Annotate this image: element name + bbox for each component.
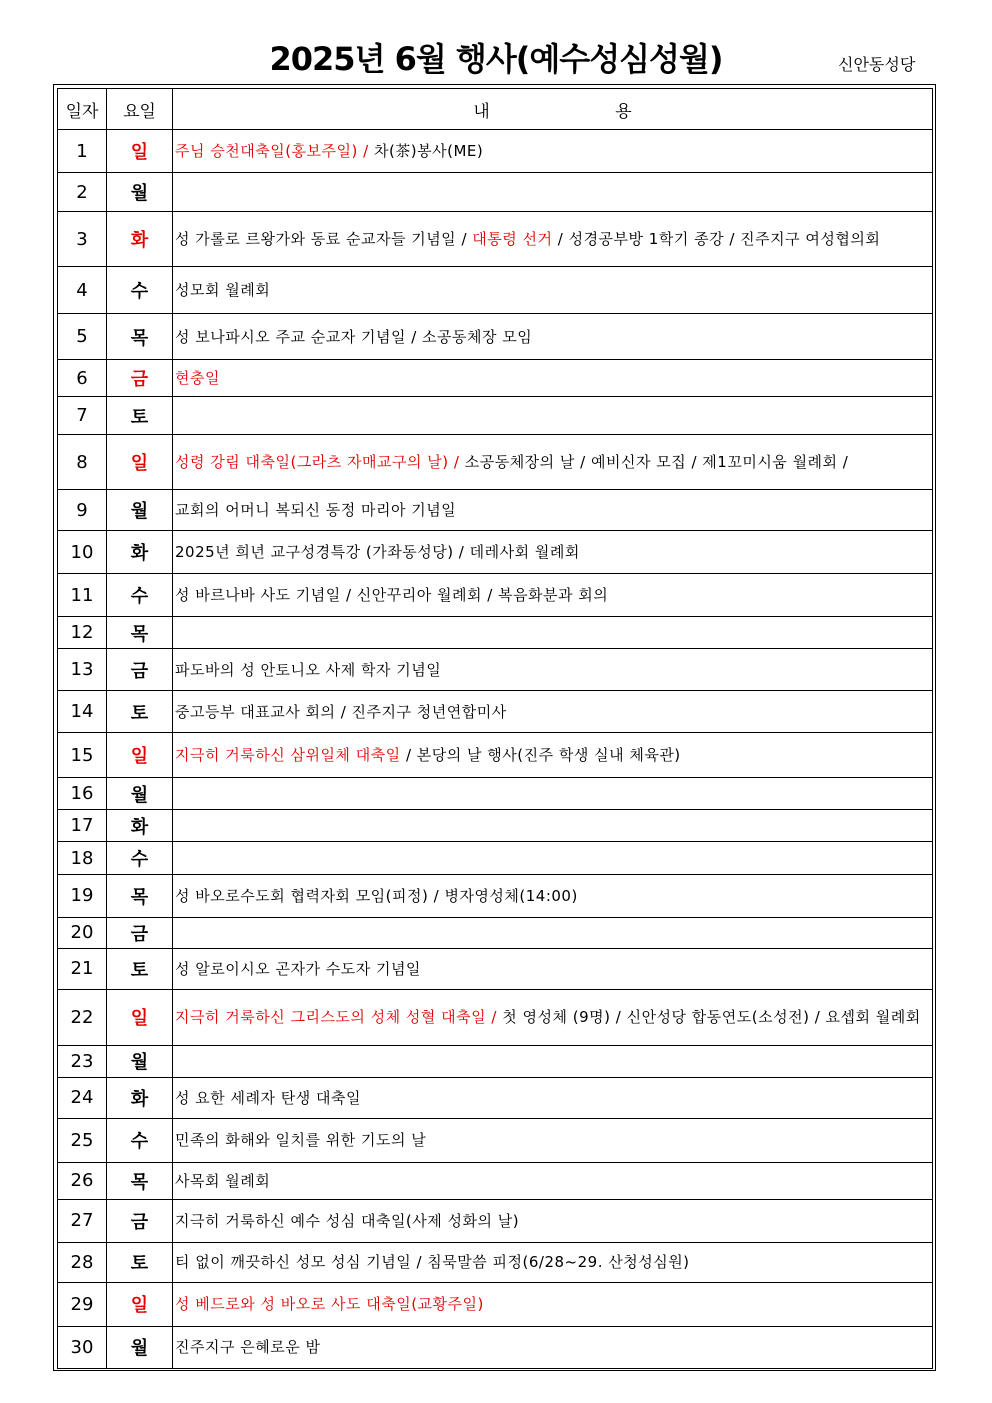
day-number: 3 — [58, 212, 107, 267]
day-number: 9 — [58, 490, 107, 531]
event-content — [173, 810, 933, 842]
event-content — [173, 875, 933, 917]
table-row — [58, 810, 933, 842]
event-content — [173, 173, 933, 212]
event-text: 민족의 화해와 일치를 위한 기도의 날 — [175, 1131, 427, 1150]
table-row — [58, 733, 933, 778]
table-row — [58, 691, 933, 733]
table-row — [58, 360, 933, 397]
weekday: 일 — [107, 1282, 173, 1326]
weekday: 금 — [107, 1199, 173, 1242]
weekday: 금 — [107, 360, 173, 397]
day-number: 26 — [58, 1162, 107, 1199]
header-content — [173, 89, 933, 130]
weekday: 목 — [107, 314, 173, 360]
highlighted-event: 주님 승천대축일(홍보주일) / — [175, 142, 374, 161]
weekday: 일 — [107, 435, 173, 490]
event-content — [173, 531, 933, 574]
day-number: 19 — [58, 875, 107, 917]
table-row — [58, 267, 933, 314]
weekday: 수 — [107, 267, 173, 314]
event-content — [173, 212, 933, 267]
table-row — [58, 1242, 933, 1282]
table-row — [58, 649, 933, 691]
day-number: 7 — [58, 397, 107, 435]
weekday: 월 — [107, 1326, 173, 1368]
table-row — [58, 1162, 933, 1199]
day-number: 27 — [58, 1199, 107, 1242]
event-text: 진주지구 은혜로운 밤 — [175, 1338, 321, 1357]
table-row — [58, 842, 933, 875]
event-text: 2025년 희년 교구성경특강 (가좌동성당) / 데레사회 월례회 — [175, 543, 580, 562]
event-text: 티 없이 깨끗하신 성모 성심 기념일 / 침묵말씀 피정(6/28~29. 산청성심원) — [175, 1253, 690, 1272]
event-content — [173, 617, 933, 649]
table-row — [58, 173, 933, 212]
header-day: 일자 — [58, 89, 107, 130]
table-row — [58, 531, 933, 574]
event-text: 지극히 거룩하신 예수 성심 대축일(사제 성화의 날) — [175, 1211, 520, 1230]
day-number: 12 — [58, 617, 107, 649]
day-number: 20 — [58, 917, 107, 948]
event-text: / 성경공부방 1학기 종강 / 진주지구 여성협의회 — [552, 230, 881, 249]
weekday: 금 — [107, 649, 173, 691]
event-content — [173, 1077, 933, 1118]
day-number: 21 — [58, 948, 107, 989]
day-number: 16 — [58, 778, 107, 810]
weekday: 월 — [107, 173, 173, 212]
table-row — [58, 130, 933, 173]
day-number: 29 — [58, 1282, 107, 1326]
event-text: 소공동체장의 날 / 예비신자 모집 / 제1꼬미시움 월례회 / — [464, 453, 849, 472]
event-content — [173, 1118, 933, 1162]
event-text: 중고등부 대표교사 회의 / 진주지구 청년연합미사 — [175, 702, 507, 721]
weekday: 목 — [107, 875, 173, 917]
event-content — [173, 1162, 933, 1199]
event-content — [173, 649, 933, 691]
header-content-label: 내 용 — [473, 101, 692, 122]
table-row — [58, 1199, 933, 1242]
day-number: 18 — [58, 842, 107, 875]
event-content — [173, 314, 933, 360]
highlighted-event: 현충일 — [175, 369, 220, 388]
table-row — [58, 778, 933, 810]
day-number: 25 — [58, 1118, 107, 1162]
event-content — [173, 733, 933, 778]
weekday: 화 — [107, 1077, 173, 1118]
day-number: 30 — [58, 1326, 107, 1368]
weekday: 금 — [107, 917, 173, 948]
highlighted-event: 지극히 거룩하신 그리스도의 성체 성혈 대축일 / — [175, 1008, 503, 1027]
day-number: 8 — [58, 435, 107, 490]
table-row — [58, 917, 933, 948]
table-row — [58, 1118, 933, 1162]
event-content — [173, 574, 933, 617]
event-text: 성 바르나바 사도 기념일 / 신안꾸리아 월례회 / 복음화분과 회의 — [175, 586, 609, 605]
highlighted-event: 성 베드로와 성 바오로 사도 대축일(교황주일) — [175, 1295, 484, 1314]
day-number: 11 — [58, 574, 107, 617]
table-row — [58, 875, 933, 917]
event-text: 성 알로이시오 곤자가 수도자 기념일 — [175, 959, 421, 978]
weekday: 월 — [107, 1045, 173, 1077]
event-content — [173, 490, 933, 531]
event-text: 교회의 어머니 복되신 동정 마리아 기념일 — [175, 501, 457, 520]
weekday: 일 — [107, 989, 173, 1045]
table-row — [58, 435, 933, 490]
table-row — [58, 314, 933, 360]
table-row — [58, 617, 933, 649]
weekday: 목 — [107, 1162, 173, 1199]
day-number: 14 — [58, 691, 107, 733]
event-content — [173, 1199, 933, 1242]
weekday: 수 — [107, 574, 173, 617]
weekday: 월 — [107, 490, 173, 531]
weekday: 화 — [107, 531, 173, 574]
event-content — [173, 691, 933, 733]
event-content — [173, 1045, 933, 1077]
weekday: 토 — [107, 1242, 173, 1282]
table-row — [58, 490, 933, 531]
event-content — [173, 1242, 933, 1282]
event-text: 성 가롤로 르왕가와 동료 순교자들 기념일 / — [175, 230, 473, 249]
weekday: 토 — [107, 948, 173, 989]
day-number: 1 — [58, 130, 107, 173]
event-content — [173, 1282, 933, 1326]
day-number: 4 — [58, 267, 107, 314]
highlighted-event: 성령 강림 대축일(그라츠 자매교구의 날) / — [175, 453, 465, 472]
highlighted-event: 지극히 거룩하신 삼위일체 대축일 — [175, 746, 401, 765]
event-content — [173, 267, 933, 314]
schedule-table — [57, 88, 933, 1369]
table-row — [58, 1282, 933, 1326]
day-number: 10 — [58, 531, 107, 574]
day-number: 28 — [58, 1242, 107, 1282]
event-content — [173, 360, 933, 397]
event-content — [173, 989, 933, 1045]
weekday: 수 — [107, 1118, 173, 1162]
event-text: 파도바의 성 안토니오 사제 학자 기념일 — [175, 660, 442, 679]
table-row — [58, 1077, 933, 1118]
event-text: 성 보나파시오 주교 순교자 기념일 / 소공동체장 모임 — [175, 327, 533, 346]
event-text: / 본당의 날 행사(진주 학생 실내 체육관) — [400, 746, 681, 765]
day-number: 15 — [58, 733, 107, 778]
weekday: 목 — [107, 617, 173, 649]
event-content — [173, 397, 933, 435]
event-text: 첫 영성체 (9명) / 신안성당 합동연도(소성전) / 요셉회 월례회 — [502, 1008, 921, 1027]
weekday: 토 — [107, 691, 173, 733]
table-row — [58, 212, 933, 267]
weekday: 수 — [107, 842, 173, 875]
day-number: 2 — [58, 173, 107, 212]
table-row — [58, 1326, 933, 1368]
event-text: 성 바오로수도회 협력자회 모임(피정) / 병자영성체(14:00) — [175, 886, 578, 905]
event-content — [173, 130, 933, 173]
day-number: 17 — [58, 810, 107, 842]
highlighted-event: 대통령 선거 — [472, 230, 553, 249]
table-row — [58, 397, 933, 435]
event-text: 사목회 월례회 — [175, 1171, 271, 1190]
weekday: 화 — [107, 810, 173, 842]
event-content — [173, 842, 933, 875]
weekday: 일 — [107, 733, 173, 778]
event-content — [173, 948, 933, 989]
header-row — [58, 89, 933, 130]
weekday: 화 — [107, 212, 173, 267]
parish-name: 신안동성당 — [838, 55, 916, 74]
event-content — [173, 778, 933, 810]
day-number: 6 — [58, 360, 107, 397]
event-content — [173, 917, 933, 948]
weekday: 월 — [107, 778, 173, 810]
event-text: 성 요한 세례자 탄생 대축일 — [175, 1088, 361, 1107]
page-title: 2025년 6월 행사(예수성심성월) — [269, 40, 723, 78]
day-number: 23 — [58, 1045, 107, 1077]
weekday: 토 — [107, 397, 173, 435]
table-row — [58, 948, 933, 989]
event-text: 성모회 월례회 — [175, 281, 271, 300]
table-row — [58, 989, 933, 1045]
table-row — [58, 574, 933, 617]
event-content — [173, 1326, 933, 1368]
weekday: 일 — [107, 130, 173, 173]
event-content — [173, 435, 933, 490]
day-number: 22 — [58, 989, 107, 1045]
day-number: 24 — [58, 1077, 107, 1118]
day-number: 5 — [58, 314, 107, 360]
event-text: 차(茶)봉사(ME) — [373, 142, 484, 161]
table-row — [58, 1045, 933, 1077]
day-number: 13 — [58, 649, 107, 691]
header-weekday: 요일 — [107, 89, 173, 130]
